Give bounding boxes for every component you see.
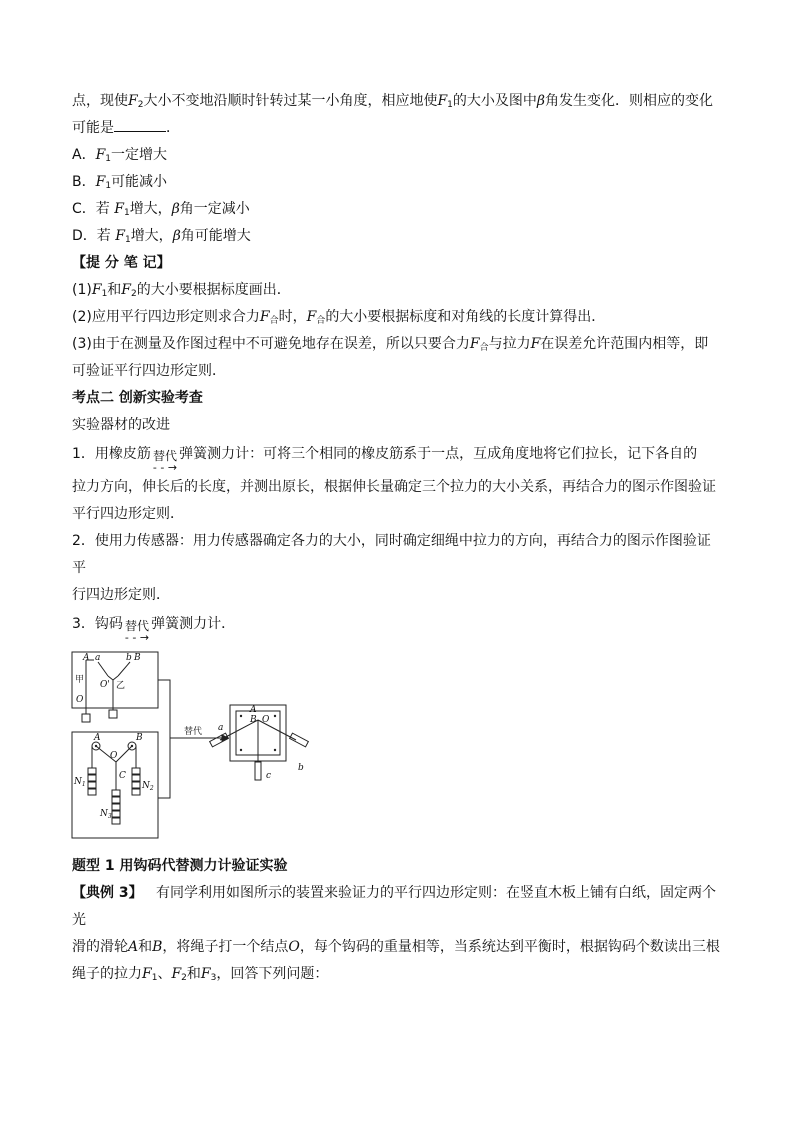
example-line-3 xyxy=(72,961,724,988)
text: 的大小及图中 xyxy=(452,93,537,109)
text: ，每个钩码的重量相等，当系统达到平衡时，根据钩码个数读出三根 xyxy=(299,939,720,955)
string xyxy=(116,746,132,762)
label-O-prime: O' xyxy=(100,680,110,690)
weight xyxy=(82,714,90,722)
option-c xyxy=(72,196,724,223)
var-beta: β xyxy=(536,93,545,109)
subscript: 3 xyxy=(210,973,217,983)
var-f: F xyxy=(259,309,270,325)
text: 在误差允许范围内相等，即 xyxy=(540,336,709,352)
example-line-1 xyxy=(72,880,724,934)
answer-blank[interactable] xyxy=(114,117,166,132)
text: (3)由于在测量及作图过程中不可避免地存在误差，所以只要合力 xyxy=(72,336,470,352)
option-text: 一定增大 xyxy=(111,147,168,163)
label-jia: 甲 xyxy=(75,675,85,685)
bracket xyxy=(158,680,170,798)
var-f: F xyxy=(121,282,132,298)
item-3 xyxy=(72,609,724,644)
label-O: O xyxy=(76,695,84,705)
text: 的大小要根据标度和对角线的长度计算得出． xyxy=(325,309,606,325)
option-b xyxy=(72,169,724,196)
subscript: 2 xyxy=(137,100,144,110)
text: (1) xyxy=(72,282,92,298)
replace-word: 替代 xyxy=(152,449,177,463)
option-prefix: A． xyxy=(72,147,96,163)
text: 、 xyxy=(157,966,172,982)
option-prefix: D．若 xyxy=(72,228,116,244)
item-1 xyxy=(72,439,724,474)
note-3 xyxy=(72,331,724,358)
var-f: F xyxy=(95,174,106,190)
label-A: A xyxy=(83,653,90,663)
text: 弹簧测力计：可将三个相同的橡皮筋系于一点，互成角度地将它们拉长，记下各自的 xyxy=(179,446,698,462)
label-N1: $N_1$ xyxy=(74,777,86,788)
var-O: O xyxy=(288,939,300,955)
option-text: 角可能增大 xyxy=(180,228,251,244)
var-f: F xyxy=(530,336,541,352)
var-f: F xyxy=(171,966,182,982)
var-f: F xyxy=(200,966,211,982)
subscript: 合 xyxy=(316,316,326,326)
apparatus-figure xyxy=(70,650,400,845)
intro-line-1 xyxy=(72,88,724,115)
note-3-cont: 可验证平行四边形定则． xyxy=(72,363,226,379)
var-f: F xyxy=(128,93,138,109)
replace-arrow xyxy=(125,620,149,644)
apparatus-diagram xyxy=(70,650,400,845)
text: 和 xyxy=(138,939,153,955)
text: 时， xyxy=(278,309,307,325)
var-beta: β xyxy=(171,201,180,217)
var-beta: β xyxy=(172,228,181,244)
var-B: B xyxy=(152,939,163,955)
var-f: F xyxy=(95,147,106,163)
replace-arrow xyxy=(153,450,177,474)
option-text: 角一定减小 xyxy=(179,201,250,217)
weight xyxy=(109,710,117,718)
text: 大小不变地沿顺时针转过某一小角度，相应地使 xyxy=(143,93,438,109)
text: 滑的滑轮 xyxy=(72,939,128,955)
text: 弹簧测力计． xyxy=(151,616,236,632)
subscript: 2 xyxy=(181,973,187,983)
option-a xyxy=(72,142,724,169)
label-B: B xyxy=(134,653,141,663)
label-O-bottom: O xyxy=(110,751,118,761)
subscript: 合 xyxy=(269,316,279,326)
dashed-arrow-icon: - - → xyxy=(152,461,178,474)
text: 和 xyxy=(107,282,122,298)
var-f: F xyxy=(437,93,448,109)
subscript: 1 xyxy=(447,100,453,110)
label-A-bottom: A xyxy=(94,733,101,743)
spring-scale-c xyxy=(255,762,261,780)
text: ，回答下列问题： xyxy=(216,966,329,982)
text: 角发生变化．则相应的变化 xyxy=(545,93,713,109)
note-1 xyxy=(72,277,724,304)
option-text: 增大， xyxy=(129,201,172,217)
label-b-right: b xyxy=(298,763,304,773)
section-subtitle: 实验器材的改进 xyxy=(72,417,170,433)
subscript: 1 xyxy=(124,235,131,245)
string xyxy=(98,662,108,676)
note-2 xyxy=(72,304,724,331)
option-text: 可能减小 xyxy=(111,174,168,190)
label-B-bottom: B xyxy=(136,733,143,743)
label-N2: $N_2$ xyxy=(142,781,154,792)
text: 的大小要根据标度画出． xyxy=(136,282,291,298)
subscript: 1 xyxy=(105,154,112,164)
text: ，将绳子打一个结点 xyxy=(162,939,289,955)
label-replace: 替代 xyxy=(184,727,203,737)
example-tag: 【典例 3】 xyxy=(72,885,143,901)
text: 点，现使 xyxy=(72,93,128,109)
text: 绳子的拉力 xyxy=(72,966,142,982)
item-2-line-2: 行四边形定则． xyxy=(72,587,170,603)
intro-line-2 xyxy=(72,115,724,142)
text: 和 xyxy=(186,966,201,982)
subscript: 1 xyxy=(101,289,108,299)
spring-scale-b xyxy=(290,733,309,747)
label-a-right: a xyxy=(218,723,224,733)
option-prefix: C．若 xyxy=(72,201,115,217)
var-f: F xyxy=(469,336,480,352)
notes-heading: 【提 分 笔 记】 xyxy=(72,255,171,271)
option-prefix: B． xyxy=(72,174,96,190)
text: 有同学利用如图所示的装置来验证力的平行四边形定则：在竖直木板上铺有白纸，固定两个光 xyxy=(72,885,716,928)
text: 3．钩码 xyxy=(72,616,123,632)
var-f: F xyxy=(114,201,124,217)
dashed-arrow-icon: - - → xyxy=(124,631,150,644)
label-N3: $N_3$ xyxy=(100,809,112,820)
var-f: F xyxy=(306,309,317,325)
text: ． xyxy=(166,120,180,136)
subscript: 合 xyxy=(479,343,489,353)
item-2: 2．使用力传感器：用力传感器确定各力的大小，同时确定细绳中拉力的方向，再结合力的图示作图验证平 xyxy=(72,533,711,576)
var-f: F xyxy=(91,282,102,298)
var-A: A xyxy=(128,939,139,955)
text: 可能是 xyxy=(72,120,114,136)
section-title: 考点二 创新实验考查 xyxy=(72,390,203,406)
var-f: F xyxy=(115,228,125,244)
option-text: 增大， xyxy=(130,228,173,244)
label-B-right: B xyxy=(250,715,257,725)
replace-word: 替代 xyxy=(124,619,149,633)
label-O-right: O xyxy=(262,715,270,725)
string xyxy=(113,676,118,680)
subscript: 1 xyxy=(151,973,158,983)
string xyxy=(118,662,130,676)
subscript: 1 xyxy=(105,181,112,191)
subscript: 1 xyxy=(123,208,130,218)
example-line-2 xyxy=(72,934,724,961)
label-c-right: c xyxy=(266,771,272,781)
option-d xyxy=(72,223,724,250)
spring-scale-a xyxy=(210,733,229,747)
text: 1．用橡皮筋 xyxy=(72,446,151,462)
label-b: b xyxy=(126,653,132,663)
text: 与拉力 xyxy=(488,336,531,352)
text: (2)应用平行四边形定则求合力 xyxy=(72,309,260,325)
document-page xyxy=(72,88,724,988)
label-a: a xyxy=(95,653,101,663)
label-A-right: A xyxy=(250,705,257,715)
label-yi: 乙 xyxy=(116,681,126,691)
item-1-line-3: 平行四边形定则． xyxy=(72,506,184,522)
subscript: 2 xyxy=(131,289,137,299)
label-C-bottom: C xyxy=(119,771,126,781)
var-f: F xyxy=(142,966,152,982)
type-title: 题型 1 用钩码代替测力计验证实验 xyxy=(72,858,288,874)
item-1-line-2: 拉力方向，伸长后的长度，并测出原长，根据伸长量确定三个拉力的大小关系，再结合力的图示作图验证 xyxy=(72,479,716,495)
